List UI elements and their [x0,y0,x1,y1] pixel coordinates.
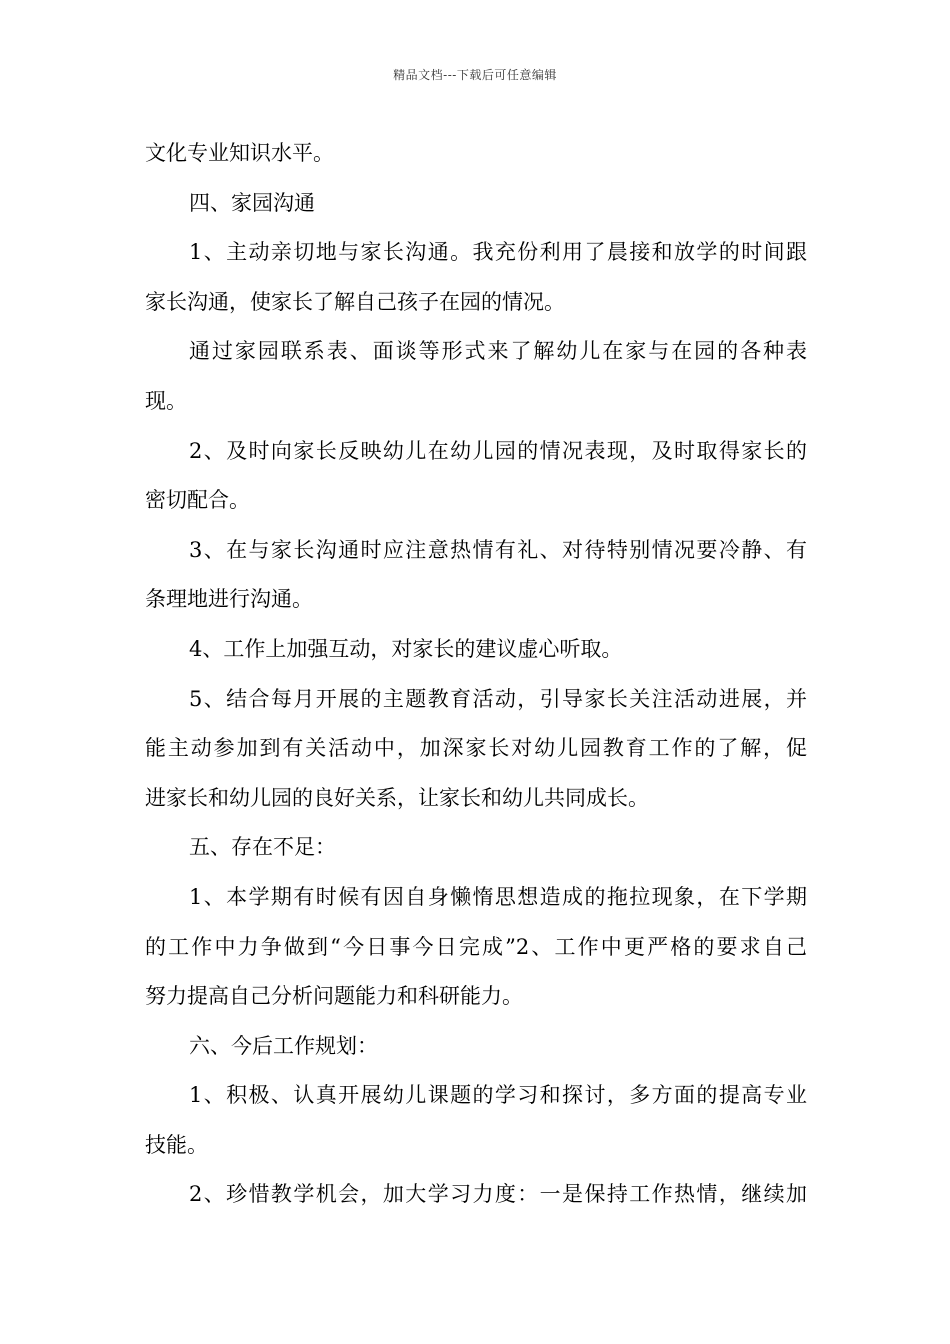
text-line: 四、家园沟通 [189,190,315,215]
text-line: 家长沟通，使家长了解自己孩子在园的情况。 [145,289,565,314]
text-line: 六、今后工作规划： [189,1033,378,1058]
text-line: 5、结合每月开展的主题教育活动，引导家长关注活动进展，并 [189,686,807,711]
document-body [145,129,807,1220]
page-header: 精品文档---下载后可任意编辑 [393,68,557,82]
text-line: 能主动参加到有关活动中，加深家长对幼儿园教育工作的了解，促 [145,736,807,761]
text-line: 1、主动亲切地与家长沟通。我充份利用了晨接和放学的时间跟 [189,240,807,265]
text-line: 技能。 [145,1132,208,1157]
text-line: 2、珍惜教学机会，加大学习力度：一是保持工作热情，继续加 [189,1182,807,1207]
text-lines [145,129,807,1220]
text-line: 密切配合。 [145,488,250,513]
text-line: 进家长和幼儿园的良好关系，让家长和幼儿共同成长。 [145,785,649,810]
text-line: 1、积极、认真开展幼儿课题的学习和探讨，多方面的提高专业 [189,1083,807,1108]
text-line: 现。 [145,388,187,413]
text-line: 五、存在不足： [189,835,336,860]
text-line: 条理地进行沟通。 [145,587,313,612]
text-line: 的工作中力争做到“今日事今日完成”2、工作中更严格的要求自己 [145,934,807,959]
text-line: 文化专业知识水平。 [145,141,334,165]
text-line: 1、本学期有时候有因自身懒惰思想造成的拖拉现象，在下学期 [189,884,807,909]
text-line: 3、在与家长沟通时应注意热情有礼、对待特别情况要冷静、有 [189,537,807,562]
text-line: 4、工作上加强互动，对家长的建议虚心听取。 [189,636,623,661]
text-line: 努力提高自己分析问题能力和科研能力。 [145,984,523,1009]
text-line: 2、及时向家长反映幼儿在幼儿园的情况表现，及时取得家长的 [189,438,807,463]
text-line: 通过家园联系表、面谈等形式来了解幼儿在家与在园的各种表 [189,339,807,364]
